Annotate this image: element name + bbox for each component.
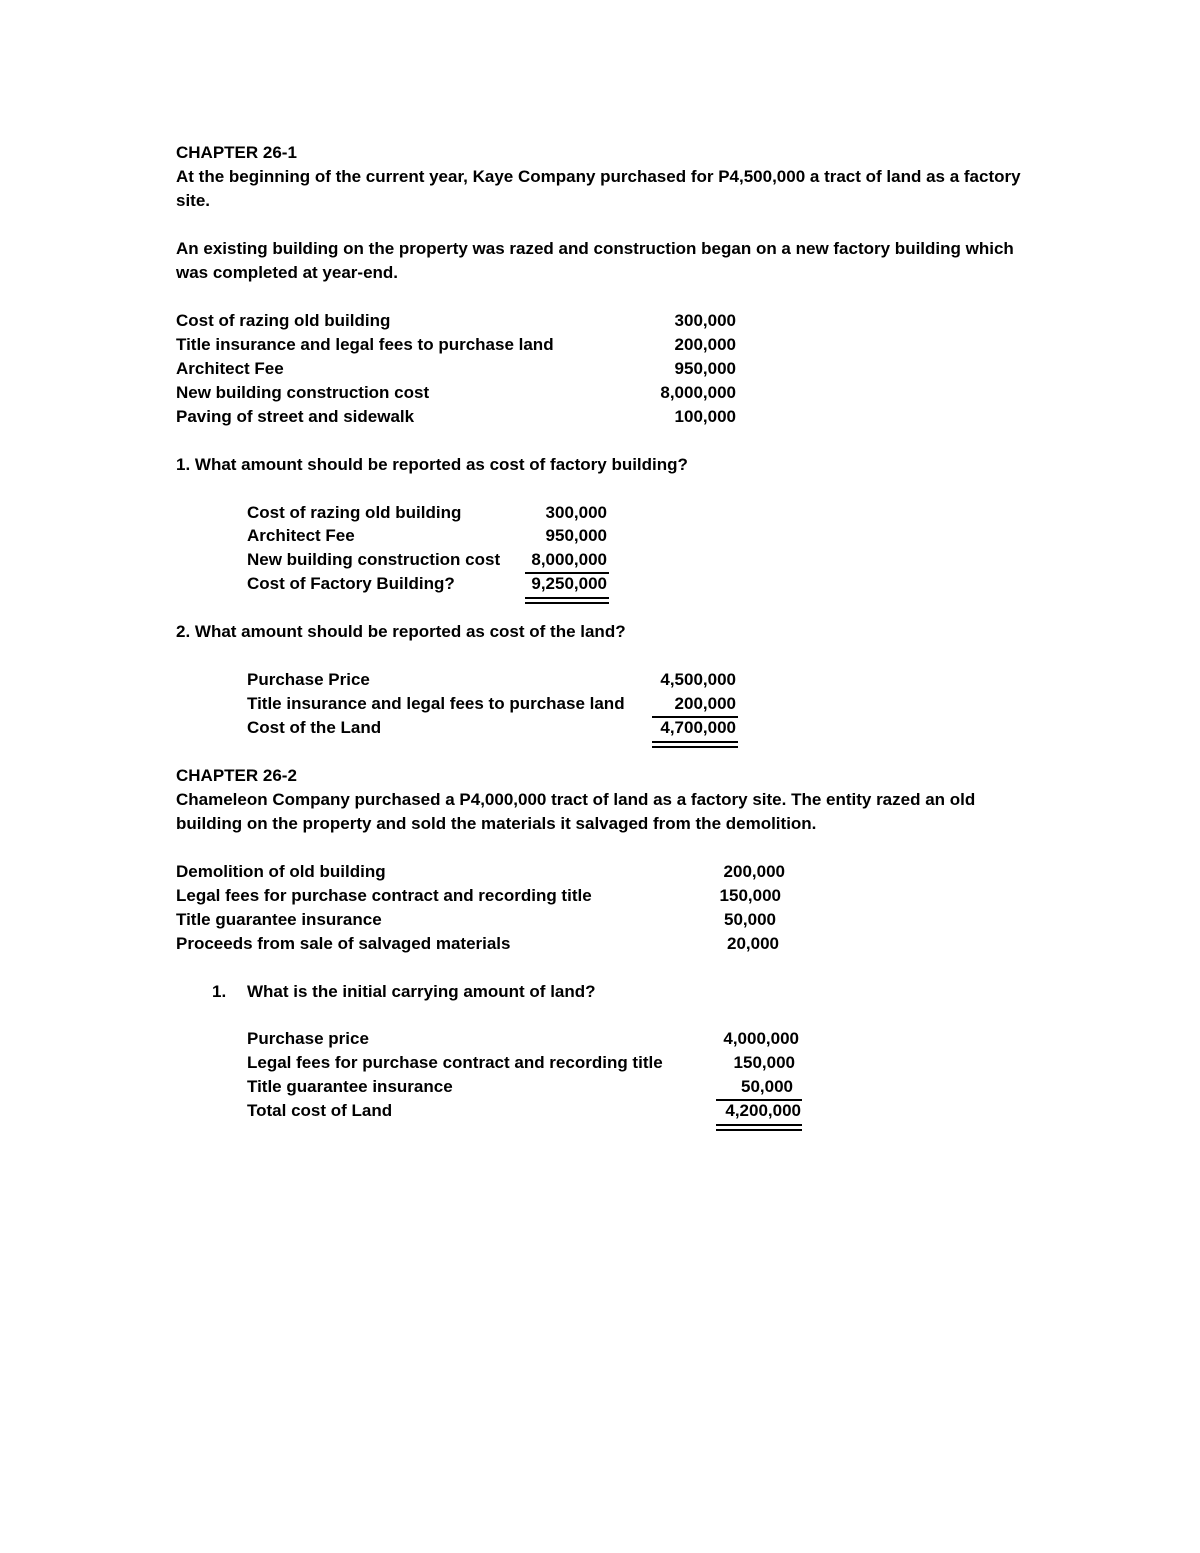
cost-item-value: 8,000,000 [660, 383, 736, 402]
total-label: Total cost of Land [247, 1101, 393, 1120]
question-1: What is the initial carrying amount of land? [247, 982, 596, 1001]
answer-item-value: 50,000 [741, 1077, 793, 1096]
problem-intro-line: building on the property and sold the materials it salvaged from the demolition. [176, 814, 817, 833]
cost-item-label: Cost of razing old building [176, 311, 391, 330]
answer-item-value: 300,000 [545, 503, 607, 522]
cost-item-label: Legal fees for purchase contract and recording title [176, 886, 592, 905]
total-double-rule [716, 1124, 802, 1131]
answer-item-label: Architect Fee [247, 526, 355, 545]
total-value: 9,250,000 [531, 574, 607, 593]
answer-item-label: Title guarantee insurance [247, 1077, 453, 1096]
answer-item-value: 4,000,000 [723, 1029, 799, 1048]
problem-paragraph-line: An existing building on the property was razed and construction began on a new factory building which [176, 239, 1014, 258]
cost-item-label: Title insurance and legal fees to purchase land [176, 335, 554, 354]
answer-item-label: Purchase price [247, 1029, 369, 1048]
question-1: 1. What amount should be reported as cost of factory building? [176, 455, 688, 474]
cost-item-value: 150,000 [719, 886, 781, 905]
answer-item-label: New building construction cost [247, 550, 501, 569]
problem-intro-line: At the beginning of the current year, Kaye Company purchased for P4,500,000 a tract of land as a factory [176, 167, 1021, 186]
answer-item-label: Cost of razing old building [247, 503, 462, 522]
cost-item-label: New building construction cost [176, 383, 430, 402]
answer-item-value: 150,000 [733, 1053, 795, 1072]
question-number: 1. [212, 982, 227, 1001]
cost-item-value: 300,000 [674, 311, 736, 330]
problem-paragraph-line: was completed at year-end. [176, 263, 399, 282]
cost-item-label: Paving of street and sidewalk [176, 407, 415, 426]
cost-item-value: 950,000 [674, 359, 736, 378]
total-double-rule [652, 741, 738, 748]
answer-item-value: 950,000 [545, 526, 607, 545]
total-double-rule [525, 597, 609, 604]
cost-item-label: Title guarantee insurance [176, 910, 382, 929]
total-label: Cost of the Land [247, 718, 382, 737]
cost-item-value: 20,000 [727, 934, 779, 953]
problem-intro-line: Chameleon Company purchased a P4,000,000 tract of land as a factory site. The entity razed an old [176, 790, 976, 809]
answer-item-label: Legal fees for purchase contract and recording title [247, 1053, 663, 1072]
cost-item-label: Proceeds from sale of salvaged materials [176, 934, 511, 953]
cost-item-value: 200,000 [674, 335, 736, 354]
cost-item-value: 50,000 [724, 910, 776, 929]
cost-item-value: 200,000 [723, 862, 785, 881]
chapter-heading-26-1: CHAPTER 26-1 [176, 143, 297, 162]
chapter-heading-26-2: CHAPTER 26-2 [176, 766, 297, 785]
answer-item-label: Title insurance and legal fees to purchase land [247, 694, 625, 713]
problem-intro-line: site. [176, 191, 211, 210]
total-value: 4,700,000 [660, 718, 736, 737]
question-2: 2. What amount should be reported as cost of the land? [176, 622, 626, 641]
answer-item-label: Purchase Price [247, 670, 370, 689]
total-value: 4,200,000 [725, 1101, 801, 1120]
cost-item-value: 100,000 [674, 407, 736, 426]
answer-item-value: 200,000 [674, 694, 736, 713]
total-label: Cost of Factory Building? [247, 574, 455, 593]
answer-item-value: 8,000,000 [531, 550, 607, 569]
cost-item-label: Demolition of old building [176, 862, 386, 881]
answer-item-value: 4,500,000 [660, 670, 736, 689]
cost-item-label: Architect Fee [176, 359, 284, 378]
